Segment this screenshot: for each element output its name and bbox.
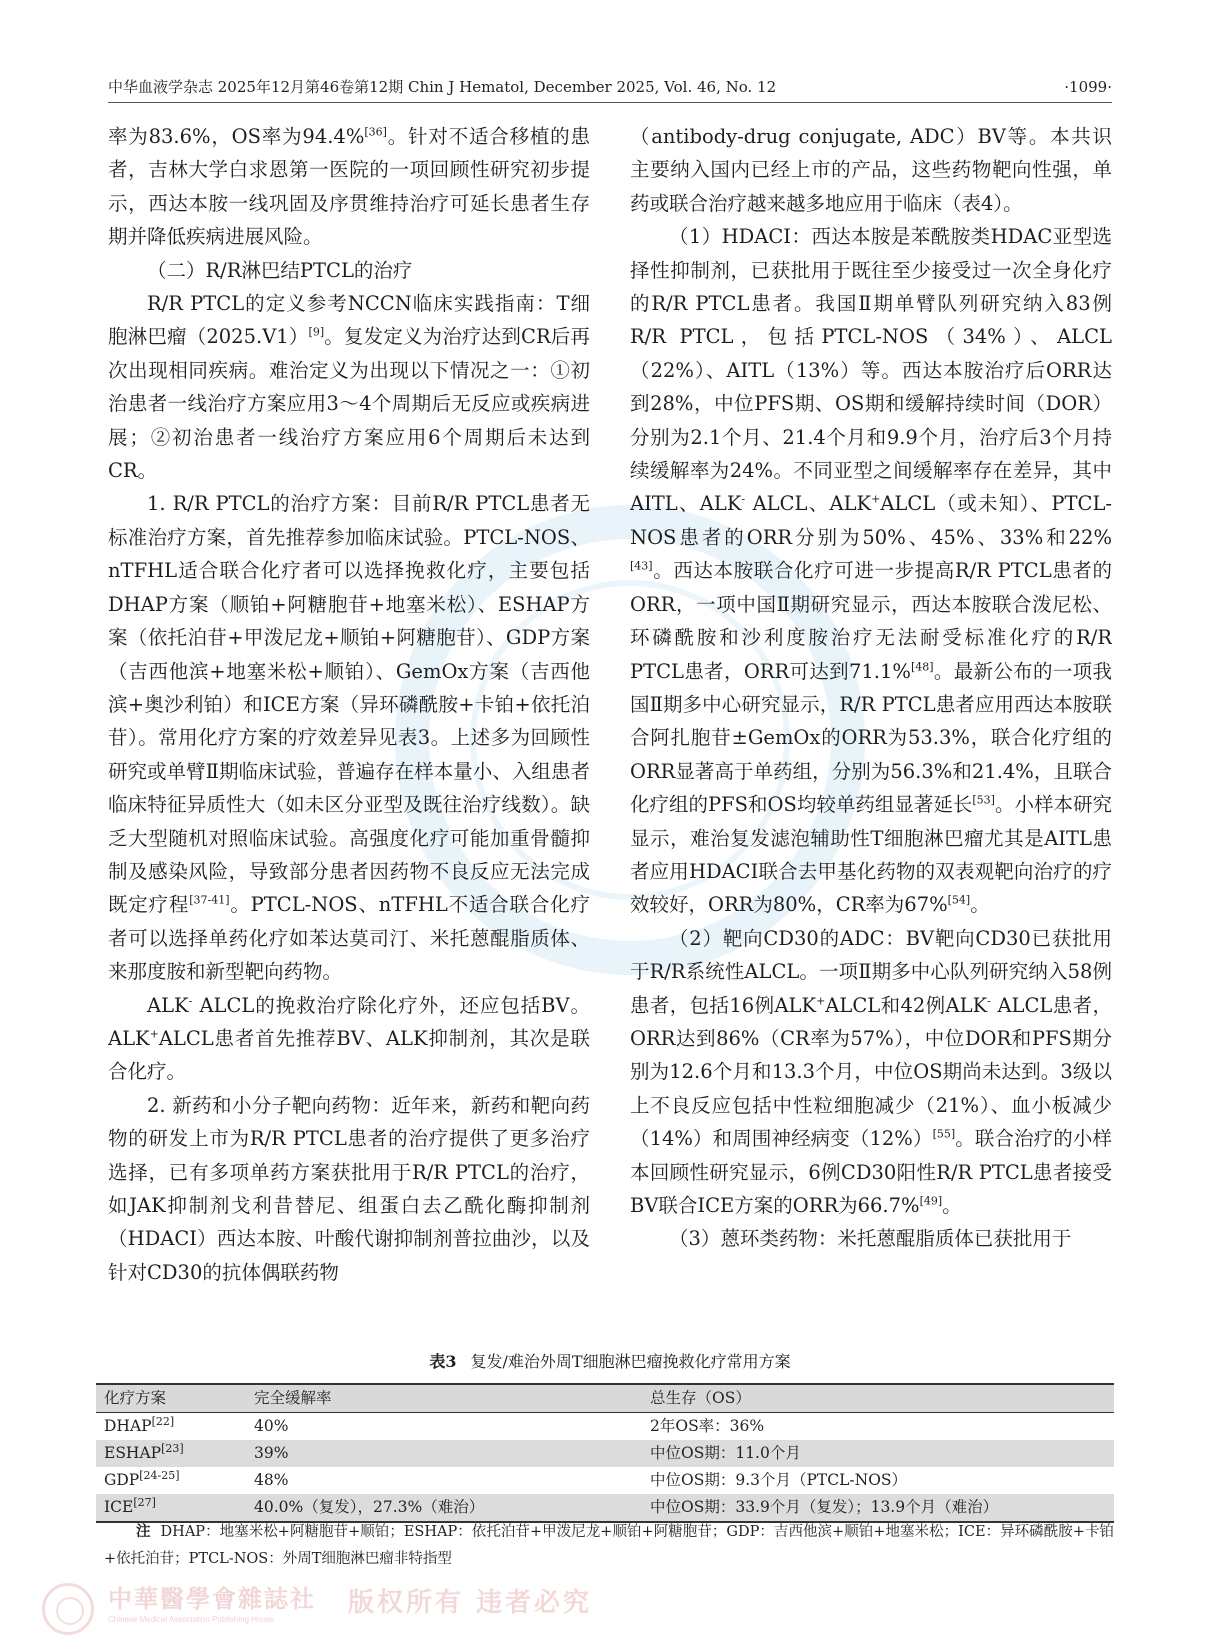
text-run: （二）R/R淋巴结PTCL的治疗: [147, 258, 413, 282]
text-run: （2）靶向CD30的ADC：BV靶向CD30已获批用于R/R系统性ALCL。一项Ⅱ期多中心队列研究纳入58例患者，包括16例ALK: [630, 926, 1112, 1017]
os-cell: 2年OS率：36%: [650, 1417, 765, 1435]
regimen-name: ESHAP: [104, 1444, 162, 1462]
citation-marker: +: [149, 1027, 159, 1041]
page-number: ·1099·: [1064, 78, 1112, 96]
text-run: 。最新公布的一项我国Ⅱ期多中心研究显示，R/R PTCL患者应用西达本胺联合阿扎胞苷±GemOx的ORR为53.3%，联合化疗组的ORR显著高于单药组，分别为56.3%和21.4%，且联合化疗组的PFS和OS均较单药组显著延长: [630, 659, 1112, 817]
table-label: 表3: [429, 1352, 457, 1371]
text-run: 1. R/R PTCL的治疗方案：目前R/R PTCL患者无标准治疗方案，首先推荐参加临床试验。PTCL-NOS、nTFHL适合联合化疗者可以选择挽救化疗，主要包括DHAP方案（顺铂+阿糖胞苷+地塞米松）、ESHAP方案（依托泊苷+甲泼尼龙+顺铂+阿糖胞苷）、GDP方案（吉西他滨+地塞米松+顺铂）、GemOx方案（吉西他滨+奥沙利铂）和ICE方案（异环磷酰胺+卡铂+依托泊苷）。常用化疗方案的疗效差异见表3。上述多为回顾性研究或单臂Ⅱ期临床试验，普遍存在样本量小、入组患者临床特征异质性大（如未区分亚型及既往治疗线数）。缺乏大型随机对照临床试验。高强度化疗可能加重骨髓抑制及感染风险，导致部分患者因药物不良反应无法完成既定疗程: [108, 492, 590, 917]
text-run: （1）HDACI：西达本胺是苯酰胺类HDAC亚型选择性抑制剂，已获批用于既往至少接受过一次全身化疗的R/R PTCL患者。我国Ⅱ期单臂队列研究纳入83例R/R PTCL，包括PTCL-NOS（34%）、ALCL（22%）、AITL（13%）等。西达本胺治疗后ORR达到28%，中位PFS期、OS期和缓解持续时间（DOR）分别为2.1个月、21.4个月和9.9个月，治疗后3个月持续缓解率为24%。不同亚型之间缓解率存在差异，其中AITL、ALK: [630, 225, 1112, 516]
table-note-label: 注: [136, 1523, 151, 1540]
table-note-text: DHAP：地塞米松+阿糖胞苷+顺铂；ESHAP：依托泊苷+甲泼尼龙+顺铂+阿糖胞苷；GDP：吉西他滨+顺铂+地塞米松；ICE：异环磷酰胺+卡铂+依托泊苷；PTCL-NOS：外周T细胞淋巴瘤非特指型: [104, 1524, 1115, 1567]
cr-rate-cell: 39%: [246, 1440, 642, 1467]
citation-marker: [24-25]: [139, 1468, 180, 1482]
paragraph: [108, 120, 590, 254]
citation-marker: -: [987, 994, 991, 1008]
citation-marker: -: [188, 994, 193, 1008]
journal-citation: 中华血液学杂志 2025年12月第46卷第12期 Chin J Hematol, December 2025, Vol. 46, No. 12: [108, 78, 777, 96]
citation-marker: [27]: [133, 1495, 156, 1509]
column-header-regimen: 化疗方案: [96, 1384, 246, 1413]
citation-marker: [9]: [308, 325, 325, 339]
text-run: 率为83.6%，OS率为94.4%: [108, 125, 365, 148]
text-run: ALCL、ALK: [745, 492, 872, 516]
running-header: [108, 74, 1112, 100]
citation-marker: [36]: [364, 125, 387, 139]
publisher-name-english: Chinese Medical Association Publishing House: [108, 1615, 275, 1624]
citation-marker: [55]: [932, 1127, 956, 1141]
table-caption: [108, 1350, 1112, 1374]
table-row: [96, 1440, 1114, 1467]
publisher-name: 中華醫學會雜誌社: [108, 1584, 316, 1613]
paragraph: [630, 1222, 1112, 1255]
paragraph: [630, 220, 1112, 922]
os-cell: 中位OS期：11.0个月: [642, 1440, 1114, 1467]
copyright-notice: 版权所有 违者必究: [348, 1588, 593, 1618]
text-run: ALCL患者，ORR达到86%（CR率为57%），中位DOR和PFS期分别为12.6个月和13.3个月，中位OS期尚未达到。3级以上不良反应包括中性粒细胞减少（21%）、血小板减少（14%）和周围神经病变（12%）: [630, 993, 1112, 1151]
regimen-name: DHAP: [104, 1417, 152, 1435]
paragraph: [108, 1089, 590, 1289]
text-run: R/R PTCL的定义参考NCCN临床实践指南：T细胞淋巴瘤（2025.V1）: [108, 292, 590, 349]
regimen-cell: [96, 1440, 246, 1467]
table-title: 复发/难治外周T细胞淋巴瘤挽救化疗常用方案: [470, 1352, 791, 1371]
paragraph: [108, 487, 590, 988]
text-run: ALCL和42例ALK: [825, 993, 988, 1017]
paragraph: [108, 287, 590, 487]
table-row: [96, 1413, 1114, 1441]
text-run: ALCL患者首先推荐BV、ALK抑制剂，其次是联合化疗。: [108, 1026, 590, 1084]
table-body: [96, 1413, 1114, 1523]
cr-rate-cell: 40.0%（复发），27.3%（难治）: [246, 1494, 642, 1522]
citation-marker: [37-41]: [189, 893, 230, 907]
table-row: [96, 1467, 1114, 1494]
text-run: ALK: [147, 993, 189, 1017]
text-run: ALCL的挽救治疗除化疗外，还应包括BV。ALK: [108, 993, 590, 1050]
citation-marker: +: [871, 492, 881, 506]
citation-marker: [43]: [630, 559, 653, 573]
table-header-row: [96, 1384, 1114, 1413]
citation-marker: -: [741, 492, 746, 506]
regimen-table: [96, 1383, 1114, 1523]
paragraph: [108, 254, 590, 287]
text-run: （antibody-drug conjugate, ADC）BV等。本共识主要纳入国内已经上市的产品，这些药物靶向性强，单药或联合治疗越来越多地应用于临床（表4）。: [630, 125, 1112, 215]
text-run: 。西达本胺联合化疗可进一步提高R/R PTCL患者的ORR，一项中国Ⅱ期研究显示，西达本胺联合泼尼松、环磷酰胺和沙利度胺治疗无法耐受标准化疗的R/R PTCL患者，ORR可达到71.1%: [630, 559, 1112, 683]
table-footnote: [104, 1518, 1114, 1573]
right-text-column: [630, 120, 1112, 1308]
regimen-cell: [96, 1413, 246, 1441]
text-run: 。针对不适合移植的患者，吉林大学白求恩第一医院的一项回顾性研究初步提示，西达本胺一线巩固及序贯维持治疗可延长患者生存期并降低疾病进展风险。: [108, 125, 590, 249]
cr-rate-cell: 48%: [254, 1471, 289, 1489]
text-run: 。: [942, 1194, 962, 1217]
citation-marker: [22]: [151, 1414, 175, 1428]
os-cell: 中位OS期：9.3个月（PTCL-NOS）: [650, 1471, 908, 1489]
citation-marker: +: [816, 994, 826, 1008]
citation-marker: [49]: [919, 1194, 943, 1208]
paragraph: [630, 120, 1112, 220]
left-text-column: [108, 120, 590, 1308]
header-divider: [108, 102, 1112, 103]
text-run: 。: [970, 893, 990, 917]
cr-rate-cell: 40%: [254, 1417, 289, 1435]
text-run: ALCL（或未知）、PTCL-NOS患者的ORR分别为50%、45%、33%和22%: [630, 492, 1112, 549]
text-run: 。PTCL-NOS、nTFHL不适合联合化疗者可以选择单药化疗如苯达莫司汀、米托蒽醌脂质体、来那度胺和新型靶向药物。: [108, 893, 590, 984]
paragraph: [630, 922, 1112, 1223]
citation-marker: [54]: [947, 893, 971, 907]
citation-marker: [48]: [910, 660, 934, 673]
paragraph: [108, 989, 590, 1089]
column-header-os: 总生存（OS）: [642, 1384, 1114, 1413]
column-header-cr-rate: 完全缓解率: [246, 1384, 642, 1413]
citation-marker: [53]: [972, 793, 995, 807]
text-run: 。联合治疗的小样本回顾性研究显示，6例CD30阳性R/R PTCL患者接受BV联合ICE方案的ORR为66.7%: [630, 1127, 1112, 1217]
publisher-logo-icon: [42, 1583, 94, 1635]
regimen-cell: [96, 1467, 246, 1494]
text-run: 。小样本研究显示，难治复发滤泡辅助性T细胞淋巴瘤尤其是AITL患者应用HDACI联合去甲基化药物的双表观靶向治疗的疗效较好，ORR为80%，CR率为67%: [630, 793, 1112, 917]
text-run: 2. 新药和小分子靶向药物：近年来，新药和靶向药物的研发上市为R/R PTCL患者的治疗提供了更多治疗选择，已有多项单药方案获批用于R/R PTCL的治疗，如JAK抑制剂戈利昔替尼、组蛋白去乙酰化酶抑制剂（HDACI）西达本胺、叶酸代谢抑制剂普拉曲沙，以及针对CD30的抗体偶联药物: [108, 1093, 590, 1284]
text-run: （3）蒽环类药物：米托蒽醌脂质体已获批用于: [669, 1227, 1072, 1251]
regimen-name: ICE: [104, 1498, 134, 1516]
os-cell: 中位OS期：33.9个月（复发）；13.9个月（难治）: [642, 1494, 1114, 1522]
text-run: 。复发定义为治疗达到CR后再次出现相同疾病。难治定义为出现以下情况之一：①初治患者一线治疗方案应用3～4个周期后无反应或疾病进展；②初治患者一线治疗方案应用6个周期后未达到CR。: [108, 325, 590, 483]
citation-marker: [23]: [161, 1441, 184, 1455]
regimen-name: GDP: [104, 1471, 140, 1489]
